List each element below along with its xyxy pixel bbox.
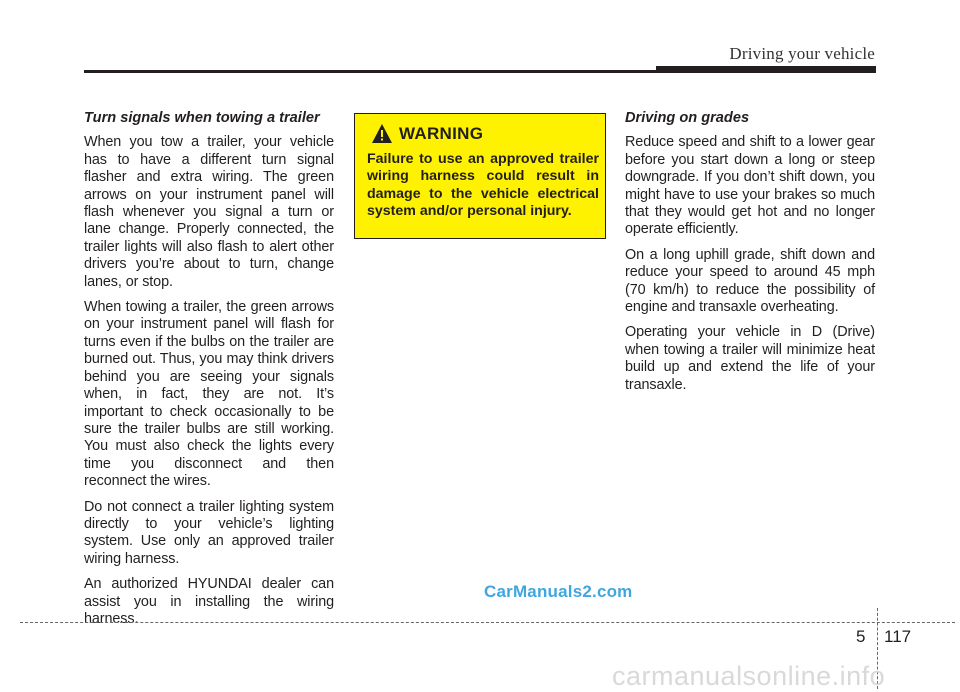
warning-header: [371, 123, 483, 145]
page-number: 117: [884, 627, 912, 646]
left-column: [84, 110, 334, 636]
warning-triangle-icon: [371, 123, 393, 145]
header-rule-thick: [656, 66, 876, 73]
paragraph: Reduce speed and shift to a lower gear before you start down a long or steep downgrade. If you don’t shift down, you might have to use your brakes so much that they would get hot and no longer operate efficiently.: [625, 134, 875, 238]
footer-watermark: carmanualsonline.info: [612, 661, 886, 691]
driving-grades-heading: Driving on grades: [625, 110, 750, 126]
paragraph: Do not connect a trailer lighting system directly to your vehicle’s lighting system. Use only an approved trailer wiring harness.: [84, 498, 334, 567]
paragraph: When towing a trailer, the green arrows on your instrument panel will flash for turns even if the bulbs on the trailer are burned out. Thus, you may think drivers behind you are seeing your signals when, in fact, they are not. It’s important to check occasionally to be sure the trailer bulbs are still working. You must also check the lights every time you disconnect and then reconnect the wires.: [84, 299, 334, 490]
paragraph: On a long uphill grade, shift down and reduce your speed to around 45 mph (70 km/h) to reduce the possibility of engine and transaxle overheating.: [625, 246, 875, 316]
warning-title: WARNING: [399, 124, 484, 143]
chapter-number: 5: [856, 627, 866, 646]
page-section-title: Driving your vehicle: [729, 44, 875, 63]
warning-box: [354, 113, 606, 239]
carmanuals-watermark: CarManuals2.com: [484, 582, 633, 601]
paragraph: An authorized HYUNDAI dealer can assist you in installing the wiring harness.: [84, 576, 334, 627]
header-rule: [84, 70, 656, 73]
paragraph: When you tow a trailer, your vehicle has to have a different turn signal flasher and extra wiring. The green arrows on your instrument panel will flash whenever you signal a turn or lane change. Properly connected, the trailer lights will also flash to alert other drivers you’re about to turn, change lanes, or stop.: [84, 134, 334, 290]
right-column: [625, 110, 875, 402]
turn-signals-heading: Turn signals when towing a trailer: [84, 110, 320, 126]
warning-text: Failure to use an approved trailer wiring harness could result in damage to the vehicle electrical system and/or personal injury.: [367, 151, 599, 220]
paragraph: Operating your vehicle in D (Drive) when towing a trailer will minimize heat build up and extend the life of your transaxle.: [625, 324, 875, 393]
footer-dashed-rule: [20, 622, 955, 623]
